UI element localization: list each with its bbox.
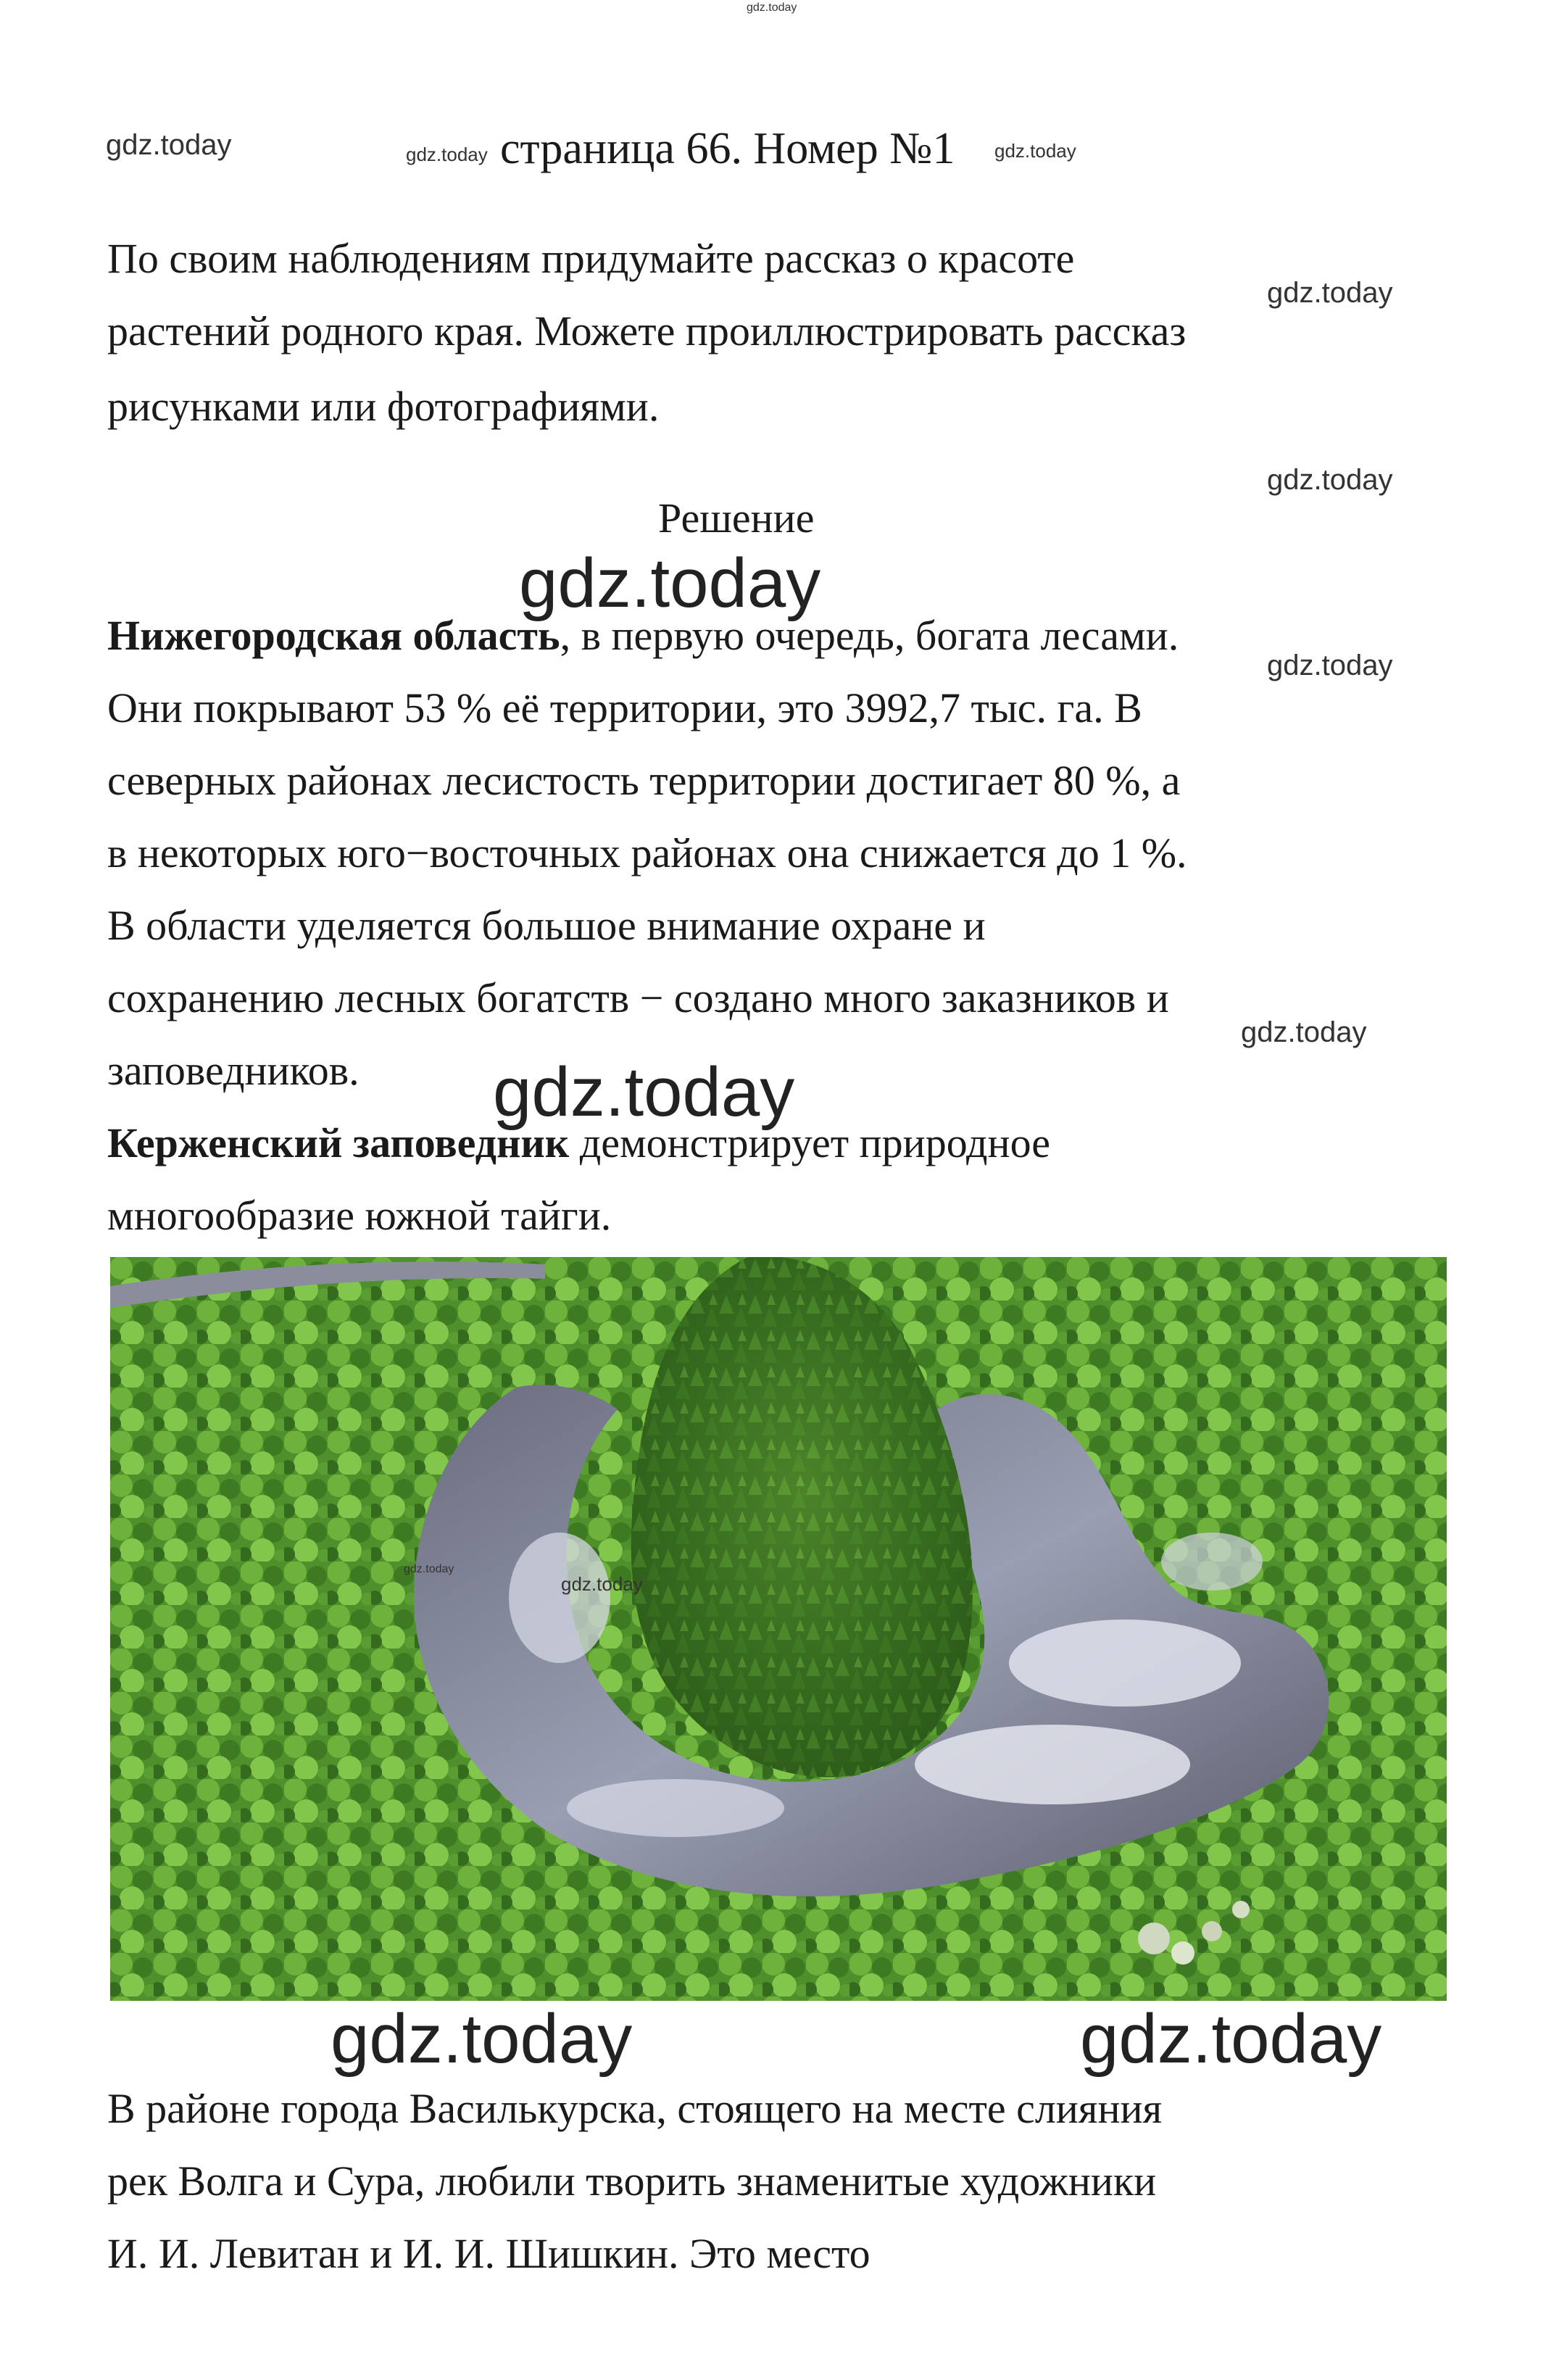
photo-illustration (110, 1257, 1447, 2001)
paragraph1-line-2: Они покрывают 53 % её территории, это 3992,7 тыс. га. В (107, 684, 1142, 731)
solution-heading: Решение (658, 494, 815, 542)
paragraph3-line-2: рек Волга и Сура, любили творить знаменитые художники (107, 2157, 1157, 2205)
photo-river-forest (110, 1257, 1447, 2001)
watermark-big-2: gdz.today (493, 1053, 795, 1131)
watermark-top: gdz.today (747, 1, 797, 14)
task-line-3: рисунками или фотографиями. (107, 383, 660, 430)
paragraph2-rest: демонстрирует природное (569, 1119, 1051, 1166)
paragraph2-line-2: многообразие южной тайги. (107, 1192, 612, 1239)
watermark-p1: gdz.today (1267, 650, 1393, 681)
paragraph2-line-1 (107, 1119, 1051, 1166)
paragraph1-line-6: сохранению лесных богатств − создано много заказников и (107, 974, 1169, 1021)
watermark-big-3: gdz.today (331, 2000, 633, 2078)
watermark-task: gdz.today (1267, 277, 1393, 309)
paragraph1-line-1 (107, 612, 1179, 659)
paragraph1-line-7: заповедников. (107, 1047, 360, 1094)
paragraph1-line-3: северных районах лесистость территории достигает 80 %, а (107, 757, 1181, 804)
watermark-solution: gdz.today (1267, 464, 1393, 496)
task-line-2: растений родного края. Можете проиллюстрировать рассказ (107, 307, 1187, 354)
watermark-big-1: gdz.today (519, 544, 821, 622)
paragraph3-line-3: И. И. Левитан и И. И. Шишкин. Это место (107, 2230, 871, 2277)
watermark-big-4: gdz.today (1080, 2000, 1382, 2078)
page-title: страница 66. Номер №1 (500, 124, 955, 173)
watermark-p1-b: gdz.today (1241, 1016, 1367, 1048)
paragraph3-line-1: В районе города Василькурска, стоящего на месте слияния (107, 2085, 1163, 2132)
paragraph1-bold: Нижегородская область (107, 612, 560, 659)
task-line-1: По своим наблюдениям придумайте рассказ о красоте (107, 235, 1075, 282)
paragraph2-bold: Керженский заповедник (107, 1119, 570, 1166)
paragraph1-line-4: в некоторых юго−восточных районах она снижается до 1 %. (107, 829, 1187, 876)
watermark-header-left: gdz.today (106, 129, 232, 161)
watermark-header-right: gdz.today (994, 140, 1076, 162)
paragraph1-line-5: В области уделяется большое внимание охране и (107, 902, 986, 949)
watermark-header-mid: gdz.today (406, 144, 488, 165)
paragraph1-rest: , в первую очередь, богата лесами. (560, 612, 1179, 659)
watermark-photo-1: gdz.today (404, 1563, 454, 1575)
watermark-photo-2: gdz.today (561, 1573, 643, 1595)
